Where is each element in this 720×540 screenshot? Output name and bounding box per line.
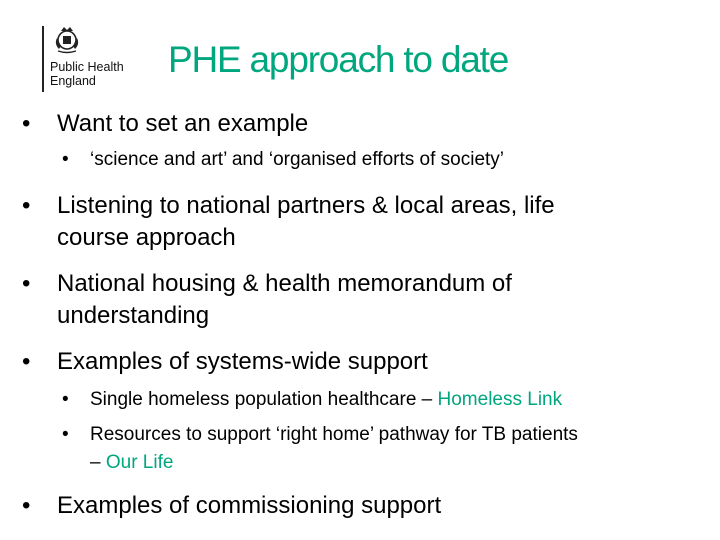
sub-list-item [90, 421, 578, 477]
list-item-line: National housing & health memorandum of [57, 270, 512, 297]
bullet-marker: • [22, 270, 31, 297]
sub-list-item-line [90, 449, 578, 477]
our-life-link[interactable]: Our Life [105, 452, 174, 473]
sub-list-item [90, 386, 562, 414]
homeless-link-link[interactable]: Homeless Link [437, 389, 563, 410]
list-item [57, 190, 555, 254]
logo-divider [42, 26, 44, 92]
bullet-marker: • [22, 348, 31, 375]
list-item: Examples of systems-wide support [57, 348, 428, 375]
sub-bullet-marker: • [62, 424, 69, 445]
sub-list-item-text: Single homeless population healthcare – [90, 389, 438, 410]
list-item [57, 268, 512, 332]
sub-bullet-marker: • [62, 149, 69, 170]
list-item-line: understanding [57, 302, 210, 329]
logo-line-1: Public Health [50, 60, 124, 74]
logo-text [50, 60, 124, 88]
list-item-line: Listening to national partners & local areas, life [57, 192, 555, 219]
sub-bullet-marker: • [62, 389, 69, 410]
logo-line-2: England [50, 74, 96, 88]
bullet-marker: • [22, 110, 31, 137]
list-item: Want to set an example [57, 110, 309, 137]
slide-title: PHE approach to date [168, 39, 509, 80]
phe-logo [36, 20, 156, 100]
bullet-marker: • [22, 492, 31, 519]
dash-prefix: – [90, 452, 106, 473]
royal-crest-icon [52, 24, 82, 54]
sub-list-item: ‘science and art’ and ‘organised efforts of society’ [90, 149, 505, 170]
list-item-line: course approach [57, 224, 236, 251]
list-item: Examples of commissioning support [57, 492, 442, 519]
sub-list-item-line: Resources to support ‘right home’ pathway for TB patients [90, 424, 578, 445]
bullet-marker: • [22, 192, 31, 219]
